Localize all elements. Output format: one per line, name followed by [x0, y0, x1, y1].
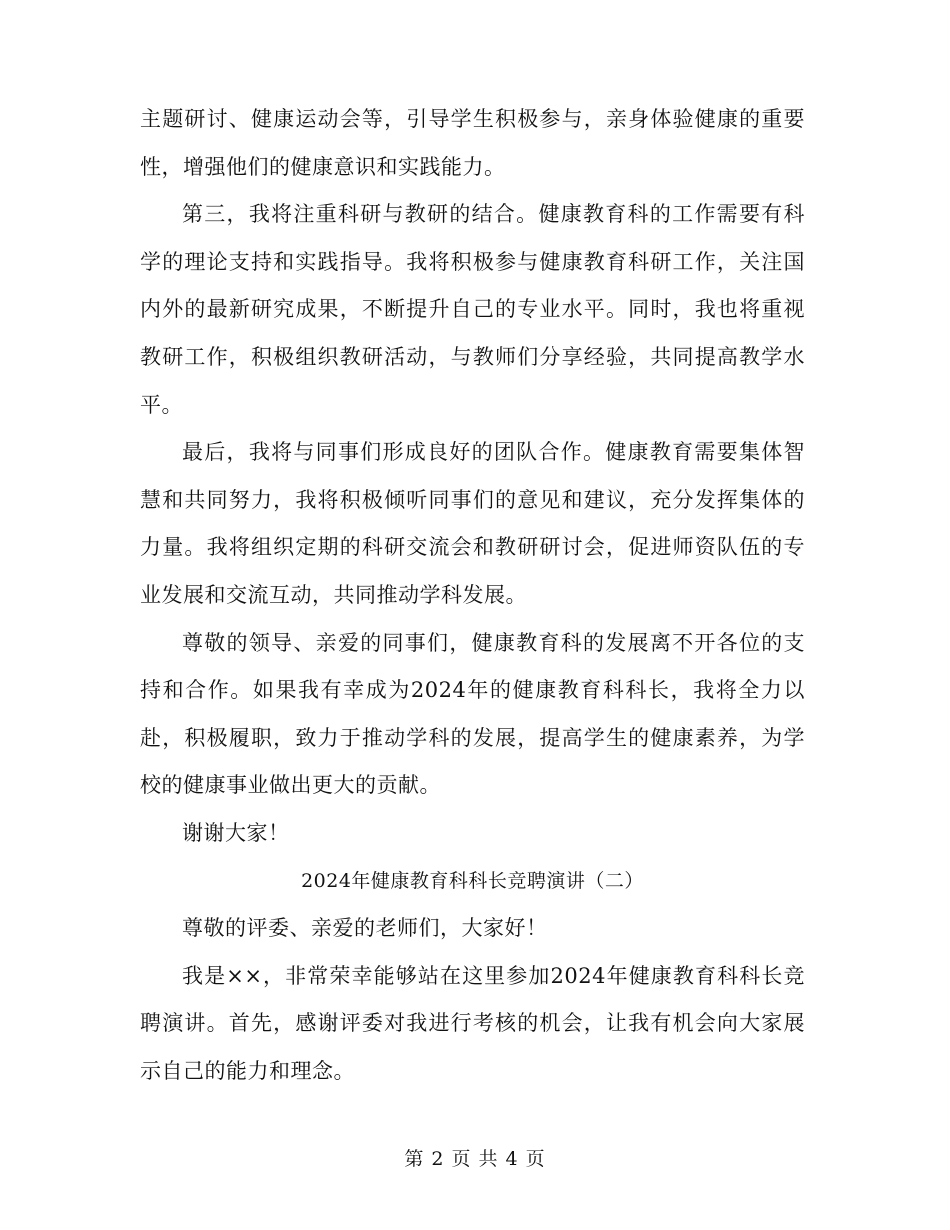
page-number-footer: 第 2 页 共 4 页: [404, 1148, 546, 1170]
paragraph: 第三，我将注重科研与教研的结合。健康教育科的工作需要有科学的理论支持和实践指导。我将积极参与健康教育科研工作，关注国内外的最新研究成果，不断提升自己的专业水平。同时，我也将重视教研工作，积极组织教研活动，与教师们分享经验，共同提高教学水平。: [140, 202, 805, 417]
paragraph: 主题研讨、健康运动会等，引导学生积极参与，亲身体验健康的重要性，增强他们的健康意识和实践能力。: [140, 107, 805, 179]
paragraph: 最后，我将与同事们形成良好的团队合作。健康教育需要集体智慧和共同努力，我将积极倾听同事们的意见和建议，充分发挥集体的力量。我将组织定期的科研交流会和教研研讨会，促进师资队伍的专业发展和交流互动，共同推动学科发展。: [140, 440, 805, 607]
document-page: [140, 96, 805, 1095]
paragraph: 尊敬的评委、亲爱的老师们，大家好！: [182, 916, 548, 941]
paragraph: 谢谢大家！: [182, 820, 290, 845]
section-title: 2024年健康教育科科长竞聘演讲（二）: [301, 869, 644, 892]
paragraph: 我是××，非常荣幸能够站在这里参加2024年健康教育科科长竞聘演讲。首先，感谢评委对我进行考核的机会，让我有机会向大家展示自己的能力和理念。: [140, 963, 805, 1083]
paragraph: 尊敬的领导、亲爱的同事们，健康教育科的发展离不开各位的支持和合作。如果我有幸成为2024年的健康教育科科长，我将全力以赴，积极履职，致力于推动学科的发展，提高学生的健康素养，为学校的健康事业做出更大的贡献。: [140, 630, 805, 798]
